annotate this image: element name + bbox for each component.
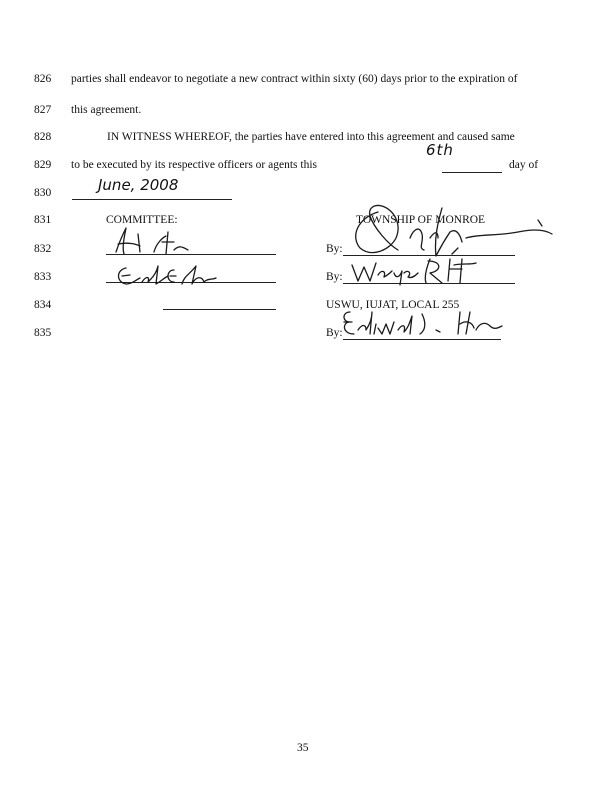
line-number-834: 834 [34,299,52,311]
month-year-blank-line [72,199,232,200]
committee-signature-line-3 [163,309,276,310]
witness-whereof-line: IN WITNESS WHEREOF, the parties have entered into this agreement and caused same [107,131,515,143]
township-signature-1 [338,198,558,260]
line-number-828: 828 [34,131,52,143]
line-number-832: 832 [34,243,52,255]
day-blank-line [442,172,502,173]
day-of-label: day of [509,159,539,171]
by-label-union: By: [326,327,343,339]
line-number-827: 827 [34,104,52,116]
by-label-township-1: By: [326,243,343,255]
executed-by-line: to be executed by its respective officers or agents this [71,159,317,171]
committee-label: COMMITTEE: [106,214,178,226]
township-signature-2 [350,255,480,285]
line-number-830: 830 [34,187,52,199]
line-number-833: 833 [34,271,52,283]
line-number-835: 835 [34,327,52,339]
contract-text-line-826: parties shall endeavor to negotiate a new contract within sixty (60) days prior to the expiration of [71,73,518,85]
township-label: TOWNSHIP OF MONROE [356,214,486,226]
line-number-829: 829 [34,159,52,171]
page-number: 35 [297,742,309,754]
by-label-township-2: By: [326,271,343,283]
handwritten-day: 6th [426,141,454,159]
committee-signature-1 [110,226,200,258]
handwritten-month-year: June, 2008 [98,176,179,194]
line-number-826: 826 [34,73,52,85]
union-signature [340,308,505,338]
union-signature-line [343,339,501,340]
line-number-831: 831 [34,214,52,226]
union-label: USWU, IUJAT, LOCAL 255 [326,299,460,311]
contract-text-line-827: this agreement. [71,104,142,116]
committee-signature-2 [112,262,232,288]
